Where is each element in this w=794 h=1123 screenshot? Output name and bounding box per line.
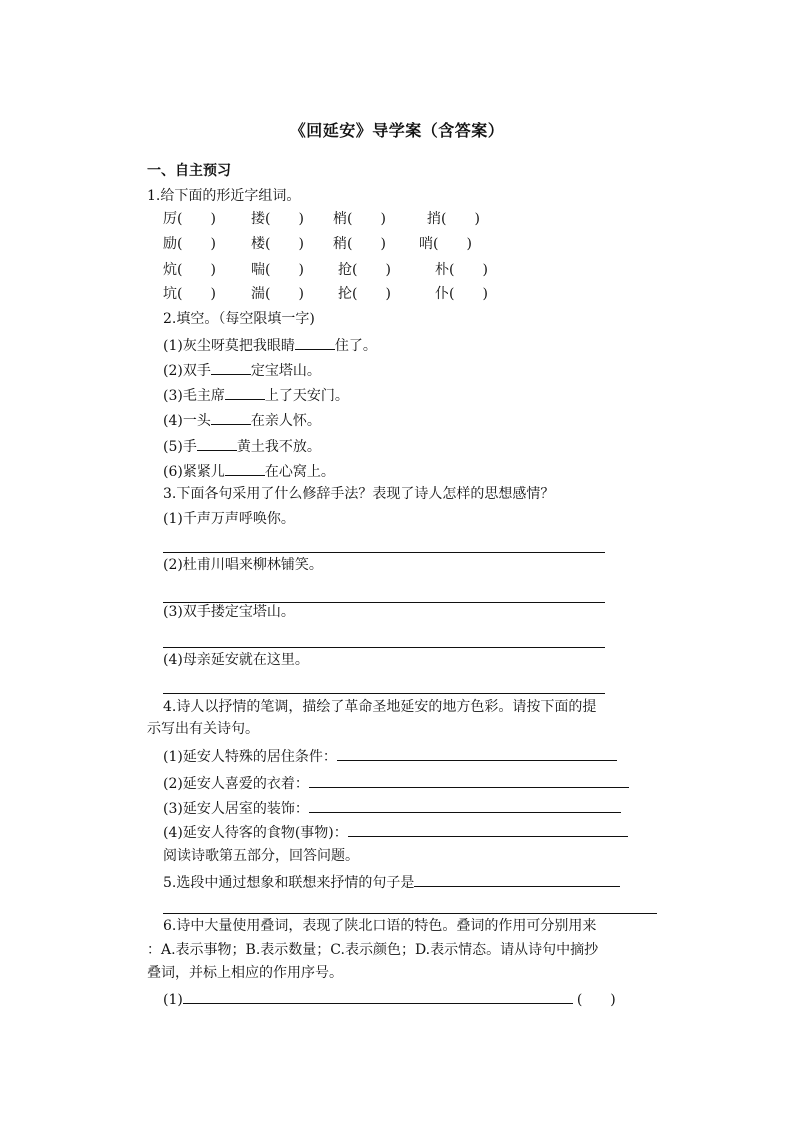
answer-line[interactable] — [163, 693, 605, 694]
q1-row-1 — [163, 209, 563, 229]
q5-label: 5.选段中通过想象和联想来抒情的句子是 — [163, 875, 415, 891]
answer-blank[interactable] — [197, 435, 237, 451]
q1-word-cell: 哨( ) — [419, 236, 472, 252]
q4-item-text: (2)延安人喜爱的衣着： — [163, 776, 309, 792]
q6-text-1: 6.诗中大量使用叠词，表现了陕北口语的特色。叠词的作用可分别用来 — [163, 918, 597, 934]
answer-blank[interactable] — [309, 772, 629, 788]
answer-line[interactable] — [163, 647, 605, 648]
q4-text-2: 示写出有关诗句。 — [147, 721, 259, 737]
answer-blank[interactable] — [211, 359, 251, 375]
q2-item-text: 定宝塔山。 — [250, 363, 321, 379]
q1-row-3 — [163, 260, 563, 280]
q2-item-3 — [163, 384, 349, 406]
page-title: 《回延安》导学案（含答案） — [289, 121, 505, 140]
q4-item-4 — [163, 821, 628, 843]
answer-blank[interactable] — [211, 409, 251, 425]
q4-item-3 — [163, 797, 621, 819]
q6-text-2: ：A.表示事物；B.表示数量；C.表示颜色；D.表示情态。请从诗句中摘抄 — [147, 942, 599, 958]
q1-label: 1.给下面的形近字组词。 — [147, 188, 301, 204]
q2-item-text: 住了。 — [334, 338, 377, 354]
answer-line[interactable] — [163, 913, 657, 914]
q2-item-text: (2)双手 — [163, 363, 211, 379]
q2-item-text: 黄土我不放。 — [236, 439, 321, 455]
q2-item-5 — [163, 435, 321, 457]
q2-item-1 — [163, 334, 377, 356]
q2-item-4 — [163, 409, 321, 431]
q4-item-2 — [163, 772, 629, 794]
q2-item-text: (3)毛主席 — [163, 388, 225, 404]
q2-item-text: (5)手 — [163, 439, 197, 455]
section-heading: 一、自主预习 — [147, 163, 231, 179]
q3-item-3: (3)双手搂定宝塔山。 — [163, 604, 295, 620]
q3-item-4: (4)母亲延安就在这里。 — [163, 652, 309, 668]
q4-item-text: (3)延安人居室的装饰： — [163, 801, 309, 817]
q1-word-cell: 励( ) — [163, 236, 216, 252]
q4-item-1 — [163, 745, 617, 767]
answer-blank[interactable] — [183, 988, 573, 1004]
q6-item-number: (1) — [163, 992, 183, 1008]
q3-item-2: (2)杜甫川唱来柳林铺笑。 — [163, 557, 323, 573]
q1-word-cell: 搂( ) — [251, 211, 304, 227]
q3-item-1: (1)千声万声呼唤你。 — [163, 511, 295, 527]
answer-blank[interactable] — [225, 460, 265, 476]
q1-word-cell: 炕( ) — [163, 262, 216, 278]
q6-text-3: 叠词，并标上相应的作用序号。 — [147, 965, 343, 981]
q1-row-2 — [163, 234, 563, 254]
q2-label: 2.填空。（每空限填一字) — [163, 311, 315, 327]
q2-item-6 — [163, 460, 335, 482]
q1-word-cell: 坑( ) — [163, 286, 216, 302]
q4-item-text: (4)延安人待客的食物(事物)： — [163, 825, 348, 841]
q1-word-cell: 湍( ) — [251, 286, 304, 302]
answer-blank[interactable] — [414, 871, 620, 887]
q6-item-1 — [163, 988, 616, 1010]
q2-item-text: (6)紧紧儿 — [163, 464, 225, 480]
answer-blank[interactable] — [348, 821, 628, 837]
q6-answer-paren: ( ) — [576, 992, 616, 1008]
q2-item-text: (1)灰尘呀莫把我眼睛 — [163, 338, 295, 354]
answer-blank[interactable] — [225, 384, 265, 400]
reading-instruction: 阅读诗歌第五部分，回答问题。 — [163, 848, 359, 864]
q2-item-text: 上了天安门。 — [264, 388, 349, 404]
q4-text-1: 4.诗人以抒情的笔调，描绘了革命圣地延安的地方色彩。请按下面的提 — [163, 699, 597, 715]
q2-item-text: (4)一头 — [163, 413, 211, 429]
q4-item-text: (1)延安人特殊的居住条件： — [163, 749, 337, 765]
q1-word-cell: 捎( ) — [427, 211, 480, 227]
q1-word-cell: 喘( ) — [251, 262, 304, 278]
q1-row-4 — [163, 284, 563, 304]
q2-item-2 — [163, 359, 321, 381]
q1-word-cell: 梢( ) — [333, 211, 386, 227]
answer-blank[interactable] — [337, 745, 617, 761]
q5-text — [163, 871, 620, 893]
q1-word-cell: 厉( ) — [163, 211, 216, 227]
answer-blank[interactable] — [309, 797, 621, 813]
q1-word-cell: 稍( ) — [333, 236, 386, 252]
q1-word-cell: 楼( ) — [251, 236, 304, 252]
answer-line[interactable] — [163, 552, 605, 553]
q3-label: 3.下面各句采用了什么修辞手法？表现了诗人怎样的思想感情？ — [163, 486, 555, 502]
q1-word-cell: 抡( ) — [338, 286, 391, 302]
q1-word-cell: 抢( ) — [338, 262, 391, 278]
q1-word-cell: 仆( ) — [435, 286, 488, 302]
q2-item-text: 在心窝上。 — [264, 464, 335, 480]
q2-item-text: 在亲人怀。 — [250, 413, 321, 429]
q1-word-cell: 朴( ) — [435, 262, 488, 278]
answer-blank[interactable] — [295, 334, 335, 350]
